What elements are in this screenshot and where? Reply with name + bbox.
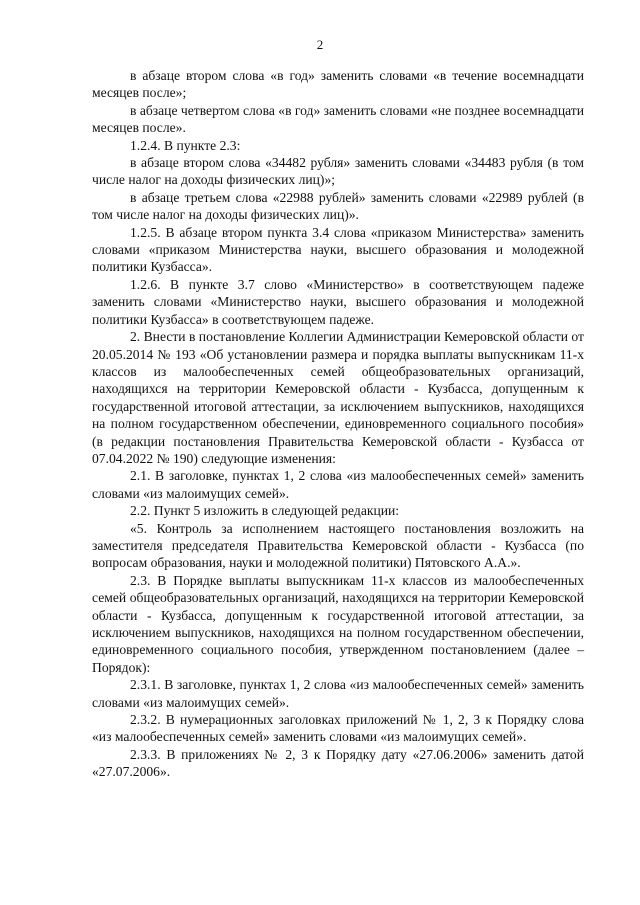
paragraph-1-2-4: 1.2.4. В пункте 2.3:: [130, 137, 241, 153]
paragraph-2-1: 2.1. В заголовке, пунктах 1, 2 слова «из малообеспеченных семей» заменить словами «из малоимущих семей».: [92, 468, 584, 501]
paragraph-1-2-6: 1.2.6. В пункте 3.7 слово «Министерство» в соответствующем падеже заменить словами «Министерство науки, высшего образования и молодежной политики Кузбасса» в соответствующем падеже.: [92, 276, 584, 327]
paragraph-amend-para2-term: в абзаце втором слова «в год» заменить словами «в течение восемнадцати месяцев после»;: [92, 68, 584, 101]
paragraph-2-3: 2.3. В Порядке выплаты выпускникам 11-х классов из малообеспеченных семей общеобразовательных организаций, находящихся на территории Кемеровской области - Кузбасса, допущенным к государственной итоговой аттестации, за исключением выпускников, находящихся на полном государственном обеспечении, единовременного социального пособия, утвержденном постановлением (далее – Порядок):: [92, 572, 584, 675]
paragraph-1-2-5: 1.2.5. В абзаце втором пункта 3.4 слова «приказом Министерства» заменить словами «приказом Министерства науки, высшего образования и молодежной политики Кузбасса».: [92, 224, 584, 275]
document-body: [92, 67, 584, 781]
paragraph-amend-34482: в абзаце втором слова «34482 рубля» заменить словами «34483 рубля (в том числе налог на доходы физических лиц)»;: [92, 155, 584, 188]
paragraph-point-5-text: «5. Контроль за исполнением настоящего постановления возложить на заместителя председателя Правительства Кемеровской области - Кузбасса (по вопросам образования, науки и молодежной политики) Пятовского А.А.».: [92, 520, 584, 571]
paragraph-2: 2. Внести в постановление Коллегии Администрации Кемеровской области от 20.05.2014 № 193 «Об установлении размера и порядка выплаты выпускникам 11-х классов из малообеспеченных семей общеобразовательных организаций, находящихся на территории Кемеровской области - Кузбасса, допущенным к государственной итоговой аттестации, за исключением выпускников, находящихся на полном государственном обеспечении, единовременного социального пособия» (в редакции постановления Правительства Кемеровской области - Кузбасса от 07.04.2022 № 190) следующие изменения:: [92, 329, 584, 466]
paragraph-2-2: 2.2. Пункт 5 изложить в следующей редакции:: [130, 503, 400, 519]
paragraph-amend-22988: в абзаце третьем слова «22988 рублей» заменить словами «22989 рублей (в том числе налог на доходы физических лиц)».: [92, 189, 584, 223]
paragraph-2-3-2: 2.3.2. В нумерационных заголовках приложений № 1, 2, 3 к Порядку слова «из малообеспеченных семей» заменить словами «из малоимущих семей».: [92, 712, 584, 745]
page-number: 2: [316, 37, 324, 52]
paragraph-amend-para4-term: в абзаце четвертом слова «в год» заменить словами «не позднее восемнадцати месяцев после».: [92, 102, 584, 136]
paragraph-2-3-3: 2.3.3. В приложениях № 2, 3 к Порядку дату «27.06.2006» заменить датой «27.07.2006».: [92, 746, 584, 780]
paragraph-2-3-1: 2.3.1. В заголовке, пунктах 1, 2 слова «из малообеспеченных семей» заменить словами «из малоимущих семей».: [92, 677, 584, 710]
